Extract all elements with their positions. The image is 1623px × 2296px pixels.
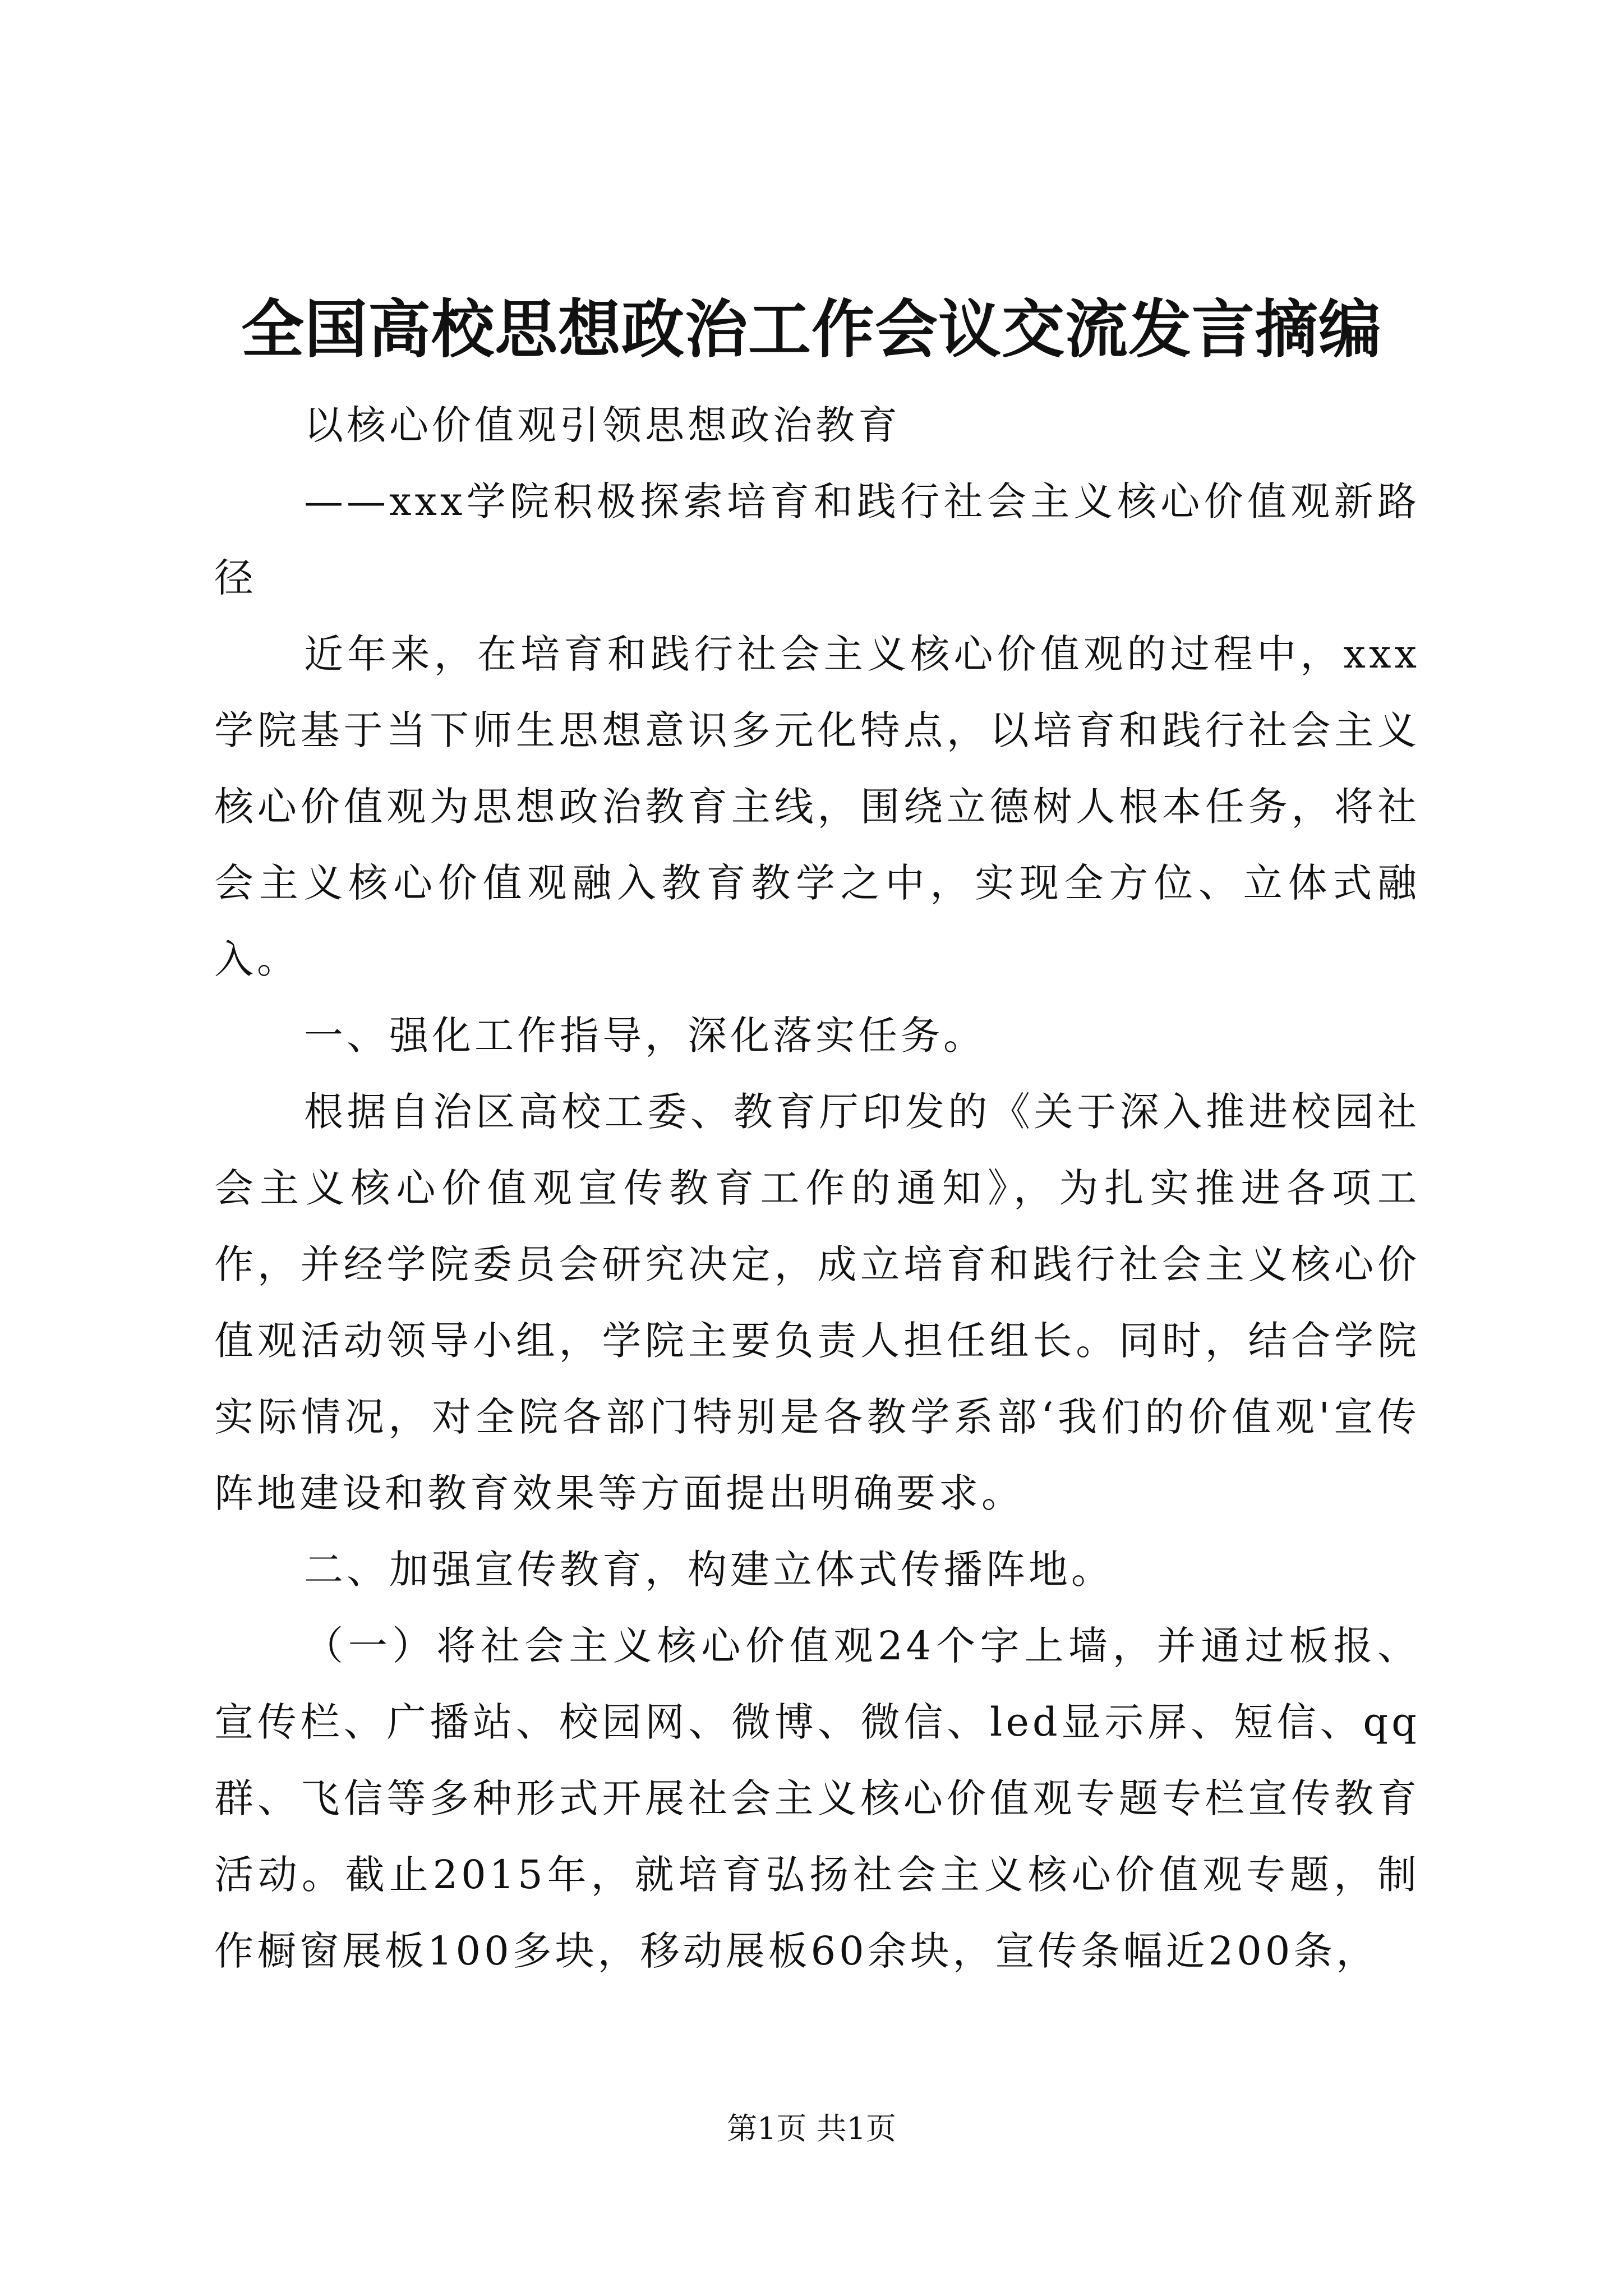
section-heading-1: 一、强化工作指导，深化落实任务。	[304, 1013, 986, 1059]
page-number: 第1页 共1页	[727, 2111, 896, 2146]
section-heading-2: 二、加强宣传教育，构建立体式传播阵地。	[304, 1547, 1114, 1593]
paragraph-2: 根据自治区高校工委、教育厅印发的《关于深入推进校园社会主义核心价值观宣传教育工作的通知》，为扎实推进各项工作，并经学院委员会研究决定，成立培育和践行社会主义核心价值观活动领导小组，学院主要负责人担任组长。同时，结合学院实际情况，对全院各部门特别是各教学系部‘我们的价值观'宣传阵地建设和教育效果等方面提出明确要求。	[214, 1089, 1420, 1516]
subtitle: 以核心价值观引领思想政治教育	[304, 402, 901, 448]
subtitle-2: ——xxx学院积极探索培育和践行社会主义核心价值观新路径	[214, 478, 1420, 601]
document-title: 全国高校思想政治工作会议交流发言摘编	[241, 293, 1382, 366]
paragraph-1: 近年来，在培育和践行社会主义核心价值观的过程中，xxx学院基于当下师生思想意识多元化特点，以培育和践行社会主义核心价值观为思想政治教育主线，围绕立德树人根本任务，将社会主义核心价值观融入教育教学之中，实现全方位、立体式融入。	[214, 631, 1420, 982]
paragraph-3: （一）将社会主义核心价值观24个字上墙，并通过板报、宣传栏、广播站、校园网、微博、微信、led显示屏、短信、qq群、飞信等多种形式开展社会主义核心价值观专题专栏宣传教育活动。截止2015年，就培育弘扬社会主义核心价值观专题，制作橱窗展板100多块，移动展板60余块，宣传条幅近200条，	[214, 1623, 1420, 1974]
document-body	[214, 387, 1420, 1989]
